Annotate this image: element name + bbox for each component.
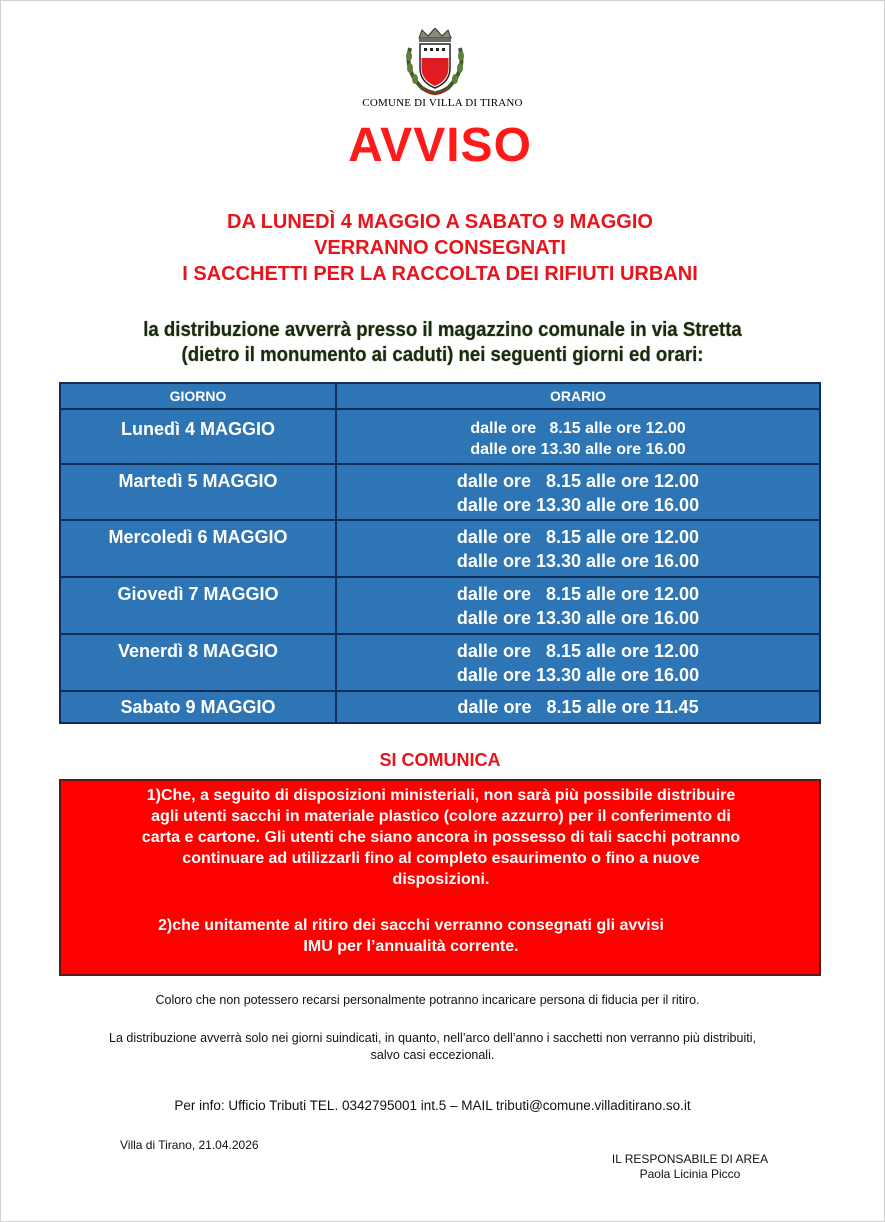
day-cell: Giovedì 7 MAGGIO bbox=[61, 578, 335, 633]
signature-block bbox=[590, 1152, 790, 1182]
municipality-name: COMUNE DI VILLA DI TIRANO bbox=[362, 97, 523, 109]
notice-line: disposizioni. bbox=[392, 871, 490, 888]
table-row bbox=[61, 578, 819, 633]
time-cell bbox=[337, 692, 819, 722]
day-cell: Lunedì 4 MAGGIO bbox=[61, 410, 335, 463]
time-slot: dalle ore 8.15 alle ore 12.00 bbox=[456, 527, 700, 547]
table-row bbox=[61, 465, 819, 519]
time-cell bbox=[337, 635, 819, 690]
signatory-role: IL RESPONSABILE DI AREA bbox=[611, 1152, 769, 1166]
time-slot: dalle ore 13.30 alle ore 16.00 bbox=[456, 551, 700, 571]
column-header-giorno: GIORNO bbox=[61, 384, 335, 408]
time-slot: dalle ore 8.15 alle ore 12.00 bbox=[456, 641, 700, 661]
municipal-crest-icon bbox=[402, 28, 468, 98]
delegate-note: Coloro che non potessero recarsi personalmente potranno incaricare persona di fiducia per il ritiro. bbox=[155, 993, 700, 1007]
time-slot: dalle ore 8.15 alle ore 12.00 bbox=[456, 584, 700, 604]
notice-point-1 bbox=[71, 785, 811, 890]
day-cell: Sabato 9 MAGGIO bbox=[61, 692, 335, 722]
day-cell: Mercoledì 6 MAGGIO bbox=[61, 521, 335, 576]
time-slot: dalle ore 8.15 alle ore 12.00 bbox=[470, 420, 686, 437]
time-cell bbox=[337, 578, 819, 633]
distribution-line: la distribuzione avverrà presso il magazzino comunale in via Stretta bbox=[143, 319, 742, 341]
table-row bbox=[61, 692, 819, 722]
notice-line: 1)Che, a seguito di disposizioni ministeriali, non sarà più possibile distribuire bbox=[146, 787, 736, 804]
time-slot: dalle ore 13.30 alle ore 16.00 bbox=[470, 441, 686, 458]
time-slot: dalle ore 13.30 alle ore 16.00 bbox=[456, 495, 700, 515]
headline-line: VERRANNO CONSEGNATI bbox=[314, 237, 566, 259]
contact-info: Per info: Ufficio Tributi TEL. 0342795001 int.5 – MAIL tributi@comune.villaditirano.so.it bbox=[174, 1098, 691, 1113]
place-date: Villa di Tirano, 21.04.2026 bbox=[120, 1138, 259, 1152]
distribution-note-line: salvo casi eccezionali. bbox=[370, 1048, 495, 1062]
notice-line: 2)che unitamente al ritiro dei sacchi verranno consegnati gli avvisi bbox=[158, 917, 664, 934]
notice-line: continuare ad utilizzarli fino al completo esaurimento o fino a nuove bbox=[182, 850, 700, 867]
distribution-text bbox=[31, 318, 854, 368]
time-slot: dalle ore 8.15 alle ore 11.45 bbox=[457, 697, 699, 717]
distribution-note bbox=[0, 1030, 865, 1064]
distribution-line: (dietro il monumento ai caduti) nei seguenti giorni ed orari: bbox=[181, 344, 704, 366]
page-title: AVVISO bbox=[348, 119, 532, 172]
time-cell bbox=[337, 465, 819, 519]
time-slot: dalle ore 13.30 alle ore 16.00 bbox=[456, 665, 700, 685]
signatory-name: Paola Licinia Picco bbox=[639, 1167, 741, 1181]
headline bbox=[0, 209, 880, 287]
table-header-row bbox=[61, 384, 819, 408]
notice-line: carta e cartone. Gli utenti che siano ancora in possesso di tali sacchi potranno bbox=[141, 829, 741, 846]
schedule-table bbox=[59, 382, 821, 724]
notice-title: SI COMUNICA bbox=[379, 750, 501, 770]
day-cell: Venerdì 8 MAGGIO bbox=[61, 635, 335, 690]
table-row bbox=[61, 521, 819, 576]
headline-line: I SACCHETTI PER LA RACCOLTA DEI RIFIUTI URBANI bbox=[182, 263, 698, 285]
distribution-note-line: La distribuzione avverrà solo nei giorni suindicati, in quanto, nell’arco dell’anno i sacchetti non verranno più distribuiti, bbox=[109, 1031, 756, 1045]
table-row bbox=[61, 410, 819, 463]
column-header-orario: ORARIO bbox=[337, 384, 819, 408]
notice-line: IMU per l’annualità corrente. bbox=[303, 938, 519, 955]
notice-box bbox=[59, 779, 821, 976]
day-cell: Martedì 5 MAGGIO bbox=[61, 465, 335, 519]
table-row bbox=[61, 635, 819, 690]
time-slot: dalle ore 13.30 alle ore 16.00 bbox=[456, 608, 700, 628]
notice-point-2 bbox=[101, 915, 721, 957]
headline-line: DA LUNEDÌ 4 MAGGIO A SABATO 9 MAGGIO bbox=[227, 211, 653, 233]
notice-line: agli utenti sacchi in materiale plastico (colore azzurro) per il conferimento di bbox=[151, 808, 731, 825]
time-cell bbox=[337, 521, 819, 576]
time-cell bbox=[337, 410, 819, 463]
time-slot: dalle ore 8.15 alle ore 12.00 bbox=[456, 471, 700, 491]
